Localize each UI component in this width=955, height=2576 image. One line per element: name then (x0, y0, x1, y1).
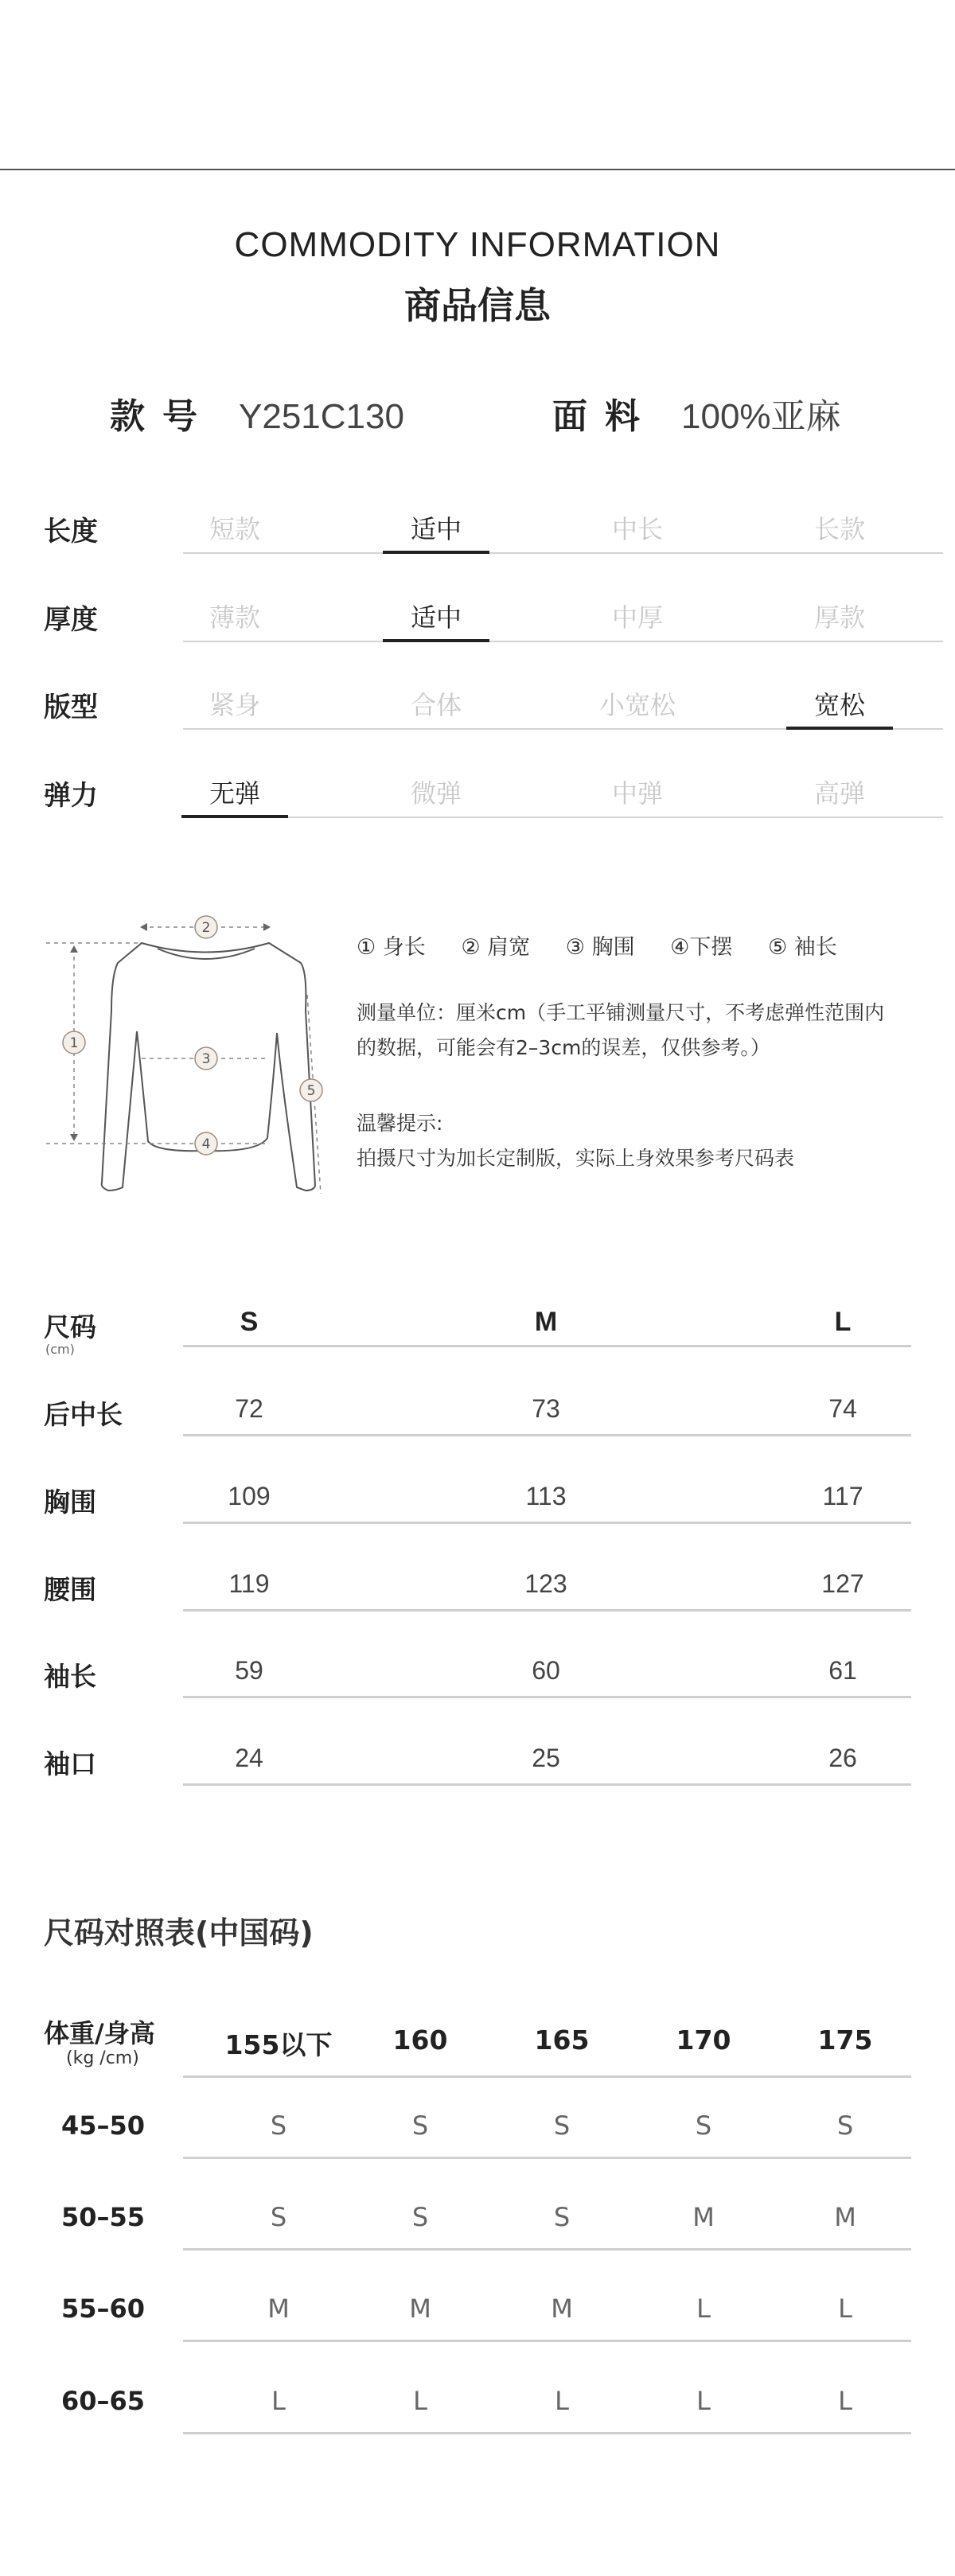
row-divider (183, 1696, 911, 1698)
attribute-option-selected: 无弹 (183, 774, 286, 810)
size-column-header: S (240, 1307, 259, 1337)
row-divider (183, 2075, 911, 2078)
marker-label: 2 (201, 920, 211, 936)
table-cell: 24 (235, 1744, 263, 1772)
row-divider (183, 1522, 911, 1524)
attribute-option: 紧身 (209, 690, 260, 720)
table-cell: L (696, 2386, 711, 2416)
table-cell: L (838, 2293, 852, 2324)
table-row (44, 2386, 911, 2477)
attribute-scale (183, 685, 943, 741)
size-column-header: M (534, 1307, 558, 1337)
comparison-header-label: 体重/身高 (44, 2018, 155, 2048)
attribute-label: 厚度 (44, 604, 98, 636)
attribute-option: 高弹 (813, 778, 865, 809)
table-cell: S (270, 2110, 287, 2141)
height-column-header: 165 (534, 2025, 590, 2056)
table-cell: M (692, 2202, 715, 2232)
table-cell: 59 (235, 1656, 263, 1685)
note-line: 测量单位：厘米cm（手工平铺测量尺寸，不考虑弹性范围内 (357, 1001, 885, 1024)
attribute-label: 版型 (44, 692, 98, 723)
row-divider (183, 1345, 911, 1347)
table-row (44, 2202, 911, 2293)
table-row (44, 2293, 911, 2385)
comparison-table-header (44, 2013, 911, 2105)
legend-item: ⑤ 袖长 (767, 935, 837, 960)
table-row (44, 1744, 911, 1831)
table-cell: S (695, 2110, 712, 2141)
table-cell: 72 (235, 1394, 263, 1423)
table-cell: 123 (524, 1569, 567, 1598)
garment-measurement-diagram (38, 899, 325, 1214)
row-divider (183, 2340, 911, 2342)
style-number-value: Y251C130 (239, 397, 404, 436)
comparison-header-unit: (kg /cm) (66, 2048, 139, 2068)
row-divider (183, 2432, 911, 2434)
row-label: 50–55 (61, 2202, 146, 2232)
style-number (110, 388, 404, 438)
row-label: 后中长 (44, 1399, 123, 1430)
table-cell: 119 (228, 1569, 270, 1598)
size-header-label: 尺码 (44, 1311, 96, 1343)
attribute-option: 小宽松 (598, 690, 676, 720)
legend-item: ① 身长 (357, 935, 426, 960)
table-cell: L (271, 2386, 286, 2416)
table-cell: 26 (828, 1744, 857, 1772)
scale-line (183, 816, 943, 818)
table-row (44, 2110, 911, 2202)
attribute-option-selected: 适中 (384, 509, 488, 546)
tip-text: 拍摄尺寸为加长定制版，实际上身效果参考尺码表 (357, 1147, 795, 1170)
table-cell: M (834, 2202, 856, 2232)
style-number-label: 款号 (110, 396, 215, 437)
row-divider (183, 1609, 911, 1611)
table-cell: 61 (828, 1656, 857, 1685)
row-label: 袖长 (44, 1661, 96, 1692)
table-cell: 60 (532, 1656, 560, 1685)
row-label: 腰围 (44, 1574, 96, 1605)
size-table-header (44, 1307, 911, 1394)
table-cell: S (553, 2110, 571, 2141)
attribute-option: 长款 (813, 514, 865, 544)
fabric-label: 面料 (552, 396, 657, 437)
size-header-unit: (cm) (45, 1342, 75, 1357)
table-cell: 25 (532, 1744, 560, 1772)
table-cell: 73 (532, 1394, 560, 1423)
attribute-option: 厚款 (813, 602, 865, 633)
row-divider (183, 2248, 911, 2251)
table-row (44, 1656, 911, 1744)
table-cell: L (413, 2386, 427, 2416)
table-cell: 109 (228, 1482, 271, 1510)
attribute-scale (183, 598, 943, 653)
height-column-header: 160 (392, 2025, 448, 2056)
marker-label: 4 (201, 1136, 211, 1152)
note-line: 的数据，可能会有2–3cm的误差，仅供参考。） (357, 1036, 770, 1059)
legend-item: ③ 胸围 (565, 935, 635, 960)
legend-item: ④下摆 (670, 935, 733, 960)
size-column-header: L (834, 1307, 852, 1337)
row-label: 胸围 (44, 1487, 96, 1518)
table-cell: M (409, 2293, 431, 2324)
warm-tip (357, 1106, 914, 1176)
table-cell: 74 (828, 1394, 857, 1423)
table-cell: S (553, 2202, 571, 2232)
fabric-value: 100%亚麻 (681, 397, 841, 436)
attribute-scale (183, 509, 943, 565)
fabric (552, 388, 841, 438)
table-cell: S (270, 2202, 287, 2232)
attribute-option: 合体 (410, 690, 462, 720)
chinese-title: 商品信息 (404, 284, 551, 327)
attribute-row-thickness (44, 598, 899, 653)
attribute-option: 中长 (611, 514, 663, 544)
marker-label: 3 (201, 1051, 211, 1067)
height-column-header: 170 (676, 2025, 731, 2056)
table-cell: S (411, 2110, 429, 2141)
attribute-row-length (44, 509, 899, 565)
table-cell: 117 (822, 1482, 863, 1510)
attribute-label: 长度 (44, 516, 98, 548)
attribute-row-fit (44, 685, 899, 741)
attribute-option: 微弹 (410, 778, 462, 809)
table-cell: 127 (821, 1569, 864, 1598)
marker-label: 1 (69, 1035, 79, 1051)
attribute-row-elasticity (44, 774, 899, 829)
measurement-legend (357, 929, 837, 961)
scale-line (183, 552, 943, 554)
table-cell: 113 (525, 1482, 567, 1510)
attribute-option-selected: 宽松 (788, 685, 891, 722)
table-row (44, 1569, 911, 1657)
top-divider (0, 169, 955, 170)
height-column-header: 175 (817, 2025, 873, 2056)
attribute-option-selected: 适中 (384, 598, 488, 634)
table-cell: L (555, 2386, 569, 2416)
table-cell: S (411, 2202, 429, 2232)
row-label: 45–50 (61, 2110, 146, 2141)
table-cell: M (267, 2293, 290, 2324)
row-label: 袖口 (44, 1748, 96, 1779)
scale-line (183, 641, 943, 642)
row-divider (183, 1434, 911, 1436)
attribute-option: 薄款 (209, 602, 260, 633)
table-row (44, 1394, 911, 1482)
table-cell: S (836, 2110, 854, 2141)
attribute-option: 中弹 (611, 778, 663, 809)
measurement-note (357, 996, 914, 1066)
table-cell: L (838, 2386, 852, 2416)
table-cell: L (696, 2293, 711, 2324)
row-divider (183, 2157, 911, 2159)
marker-label: 5 (306, 1083, 316, 1099)
table-cell: M (551, 2293, 573, 2324)
attribute-scale (183, 774, 943, 829)
height-column-header: 155以下 (224, 2029, 333, 2060)
table-row (44, 1482, 911, 1569)
attribute-label: 弹力 (44, 780, 98, 812)
row-label: 60–65 (61, 2386, 146, 2416)
tip-title: 温馨提示: (357, 1112, 443, 1135)
english-title: COMMODITY INFORMATION (234, 225, 721, 264)
size-chart-title: 尺码对照表(中国码) (44, 1915, 314, 1951)
legend-item: ② 肩宽 (461, 935, 531, 960)
row-label: 55–60 (61, 2293, 146, 2324)
attribute-option: 短款 (209, 514, 260, 544)
attribute-option: 中厚 (611, 602, 663, 633)
row-divider (183, 1783, 911, 1786)
